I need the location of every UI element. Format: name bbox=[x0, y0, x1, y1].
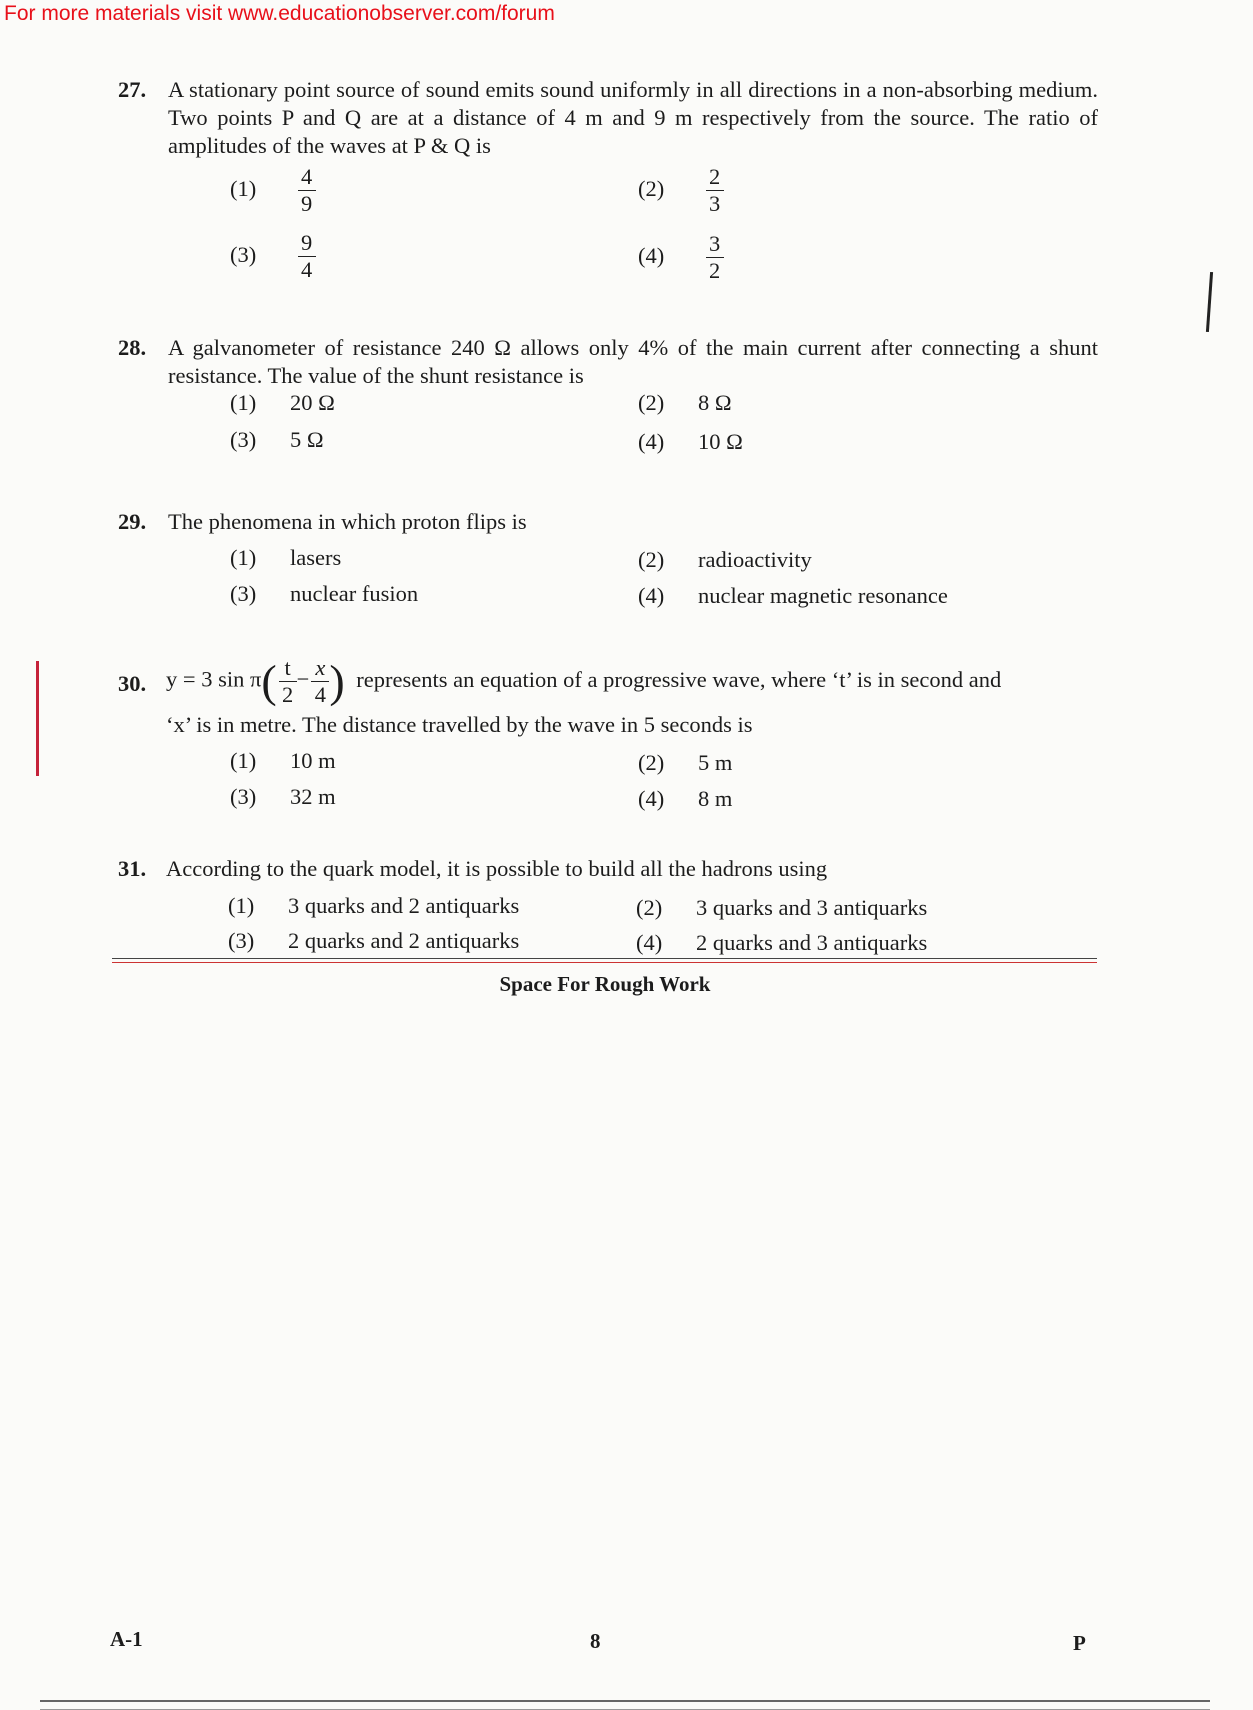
question-27 bbox=[118, 76, 1098, 160]
question-text: represents an equation of a progressive wave, where ‘t’ is in second and bbox=[356, 666, 1002, 692]
divider-line-red bbox=[112, 962, 1097, 963]
question-number: 31. bbox=[118, 856, 147, 881]
scan-artifact-mark bbox=[1206, 272, 1213, 332]
option-28-3: (3) 5 Ω bbox=[230, 427, 324, 452]
question-number: 29. bbox=[118, 509, 147, 534]
option-31-2: (2) 3 quarks and 3 antiquarks bbox=[636, 895, 928, 920]
question-text-line2: ‘x’ is in metre. The distance travelled by the wave in 5 seconds is bbox=[166, 712, 753, 737]
bottom-edge-line bbox=[40, 1700, 1210, 1702]
fraction: $\frac{4}{9}$ bbox=[298, 165, 316, 216]
margin-red-mark bbox=[36, 661, 39, 776]
footer-set: P bbox=[1073, 1631, 1086, 1655]
option-29-4: (4) nuclear magnetic resonance bbox=[638, 583, 948, 608]
question-31 bbox=[118, 855, 1098, 883]
question-text: A galvanometer of resistance 240 Ω allows only 4% of the main current after connecting a shunt resistance. The value of the shunt resistance is bbox=[168, 335, 1098, 388]
fraction-t-over-2: $\frac{t}{2}$ bbox=[279, 656, 297, 707]
source-banner: For more materials visit www.educationobserver.com/forum bbox=[4, 2, 555, 25]
option-31-1: (1) 3 quarks and 2 antiquarks bbox=[228, 893, 520, 918]
option-31-3: (3) 2 quarks and 2 antiquarks bbox=[228, 928, 520, 953]
option-31-4: (4) 2 quarks and 3 antiquarks bbox=[636, 930, 928, 955]
question-text: The phenomena in which proton flips is bbox=[168, 509, 527, 534]
page-number: 8 bbox=[590, 1629, 601, 1653]
question-number: 28. bbox=[118, 335, 147, 360]
option-27-3: (3) $\frac{9}{4}$ bbox=[230, 231, 316, 282]
option-29-3: (3) nuclear fusion bbox=[230, 581, 419, 606]
question-equation-line: y = 3 sin π( $\frac{t}{2}$ − $\frac{x}{4}$ ) represents an equation of a progressive wave, where ‘t’ is in second and bbox=[166, 655, 1002, 707]
option-27-1: (1) $\frac{4}{9}$ bbox=[230, 165, 316, 216]
fraction: $\frac{9}{4}$ bbox=[298, 231, 316, 282]
question-text: According to the quark model, it is possible to build all the hadrons using bbox=[166, 856, 828, 881]
option-28-1: (1) 20 Ω bbox=[230, 390, 335, 415]
question-30 bbox=[118, 656, 1098, 739]
option-29-1: (1) lasers bbox=[230, 545, 342, 570]
question-text: A stationary point source of sound emits sound uniformly in all directions in a non-absorbing medium. Two points P and Q are at a distance of 4 m and 9 m respectively from the source. The ratio of amplitudes of the waves at P & Q is bbox=[168, 77, 1098, 158]
option-30-3: (3) 32 m bbox=[230, 784, 336, 809]
option-28-2: (2) 8 Ω bbox=[638, 390, 732, 415]
fraction-x-over-4: $\frac{x}{4}$ bbox=[311, 656, 329, 707]
option-27-2: (2) $\frac{2}{3}$ bbox=[638, 165, 724, 216]
option-30-2: (2) 5 m bbox=[638, 750, 733, 775]
rough-work-heading: Space For Rough Work bbox=[499, 972, 711, 996]
fraction: $\frac{2}{3}$ bbox=[706, 165, 724, 216]
divider-line bbox=[112, 958, 1097, 959]
fraction: $\frac{3}{2}$ bbox=[706, 232, 724, 283]
option-29-2: (2) radioactivity bbox=[638, 547, 812, 572]
equation-lead: y = 3 sin π bbox=[166, 666, 262, 692]
footer-code: A-1 bbox=[110, 1627, 143, 1651]
option-30-1: (1) 10 m bbox=[230, 748, 336, 773]
question-number: 30. bbox=[118, 671, 147, 696]
question-number: 27. bbox=[118, 77, 147, 102]
option-30-4: (4) 8 m bbox=[638, 786, 733, 811]
question-29 bbox=[118, 508, 1098, 536]
question-28 bbox=[118, 334, 1098, 390]
option-27-4: (4) $\frac{3}{2}$ bbox=[638, 232, 724, 283]
option-28-4: (4) 10 Ω bbox=[638, 429, 743, 454]
